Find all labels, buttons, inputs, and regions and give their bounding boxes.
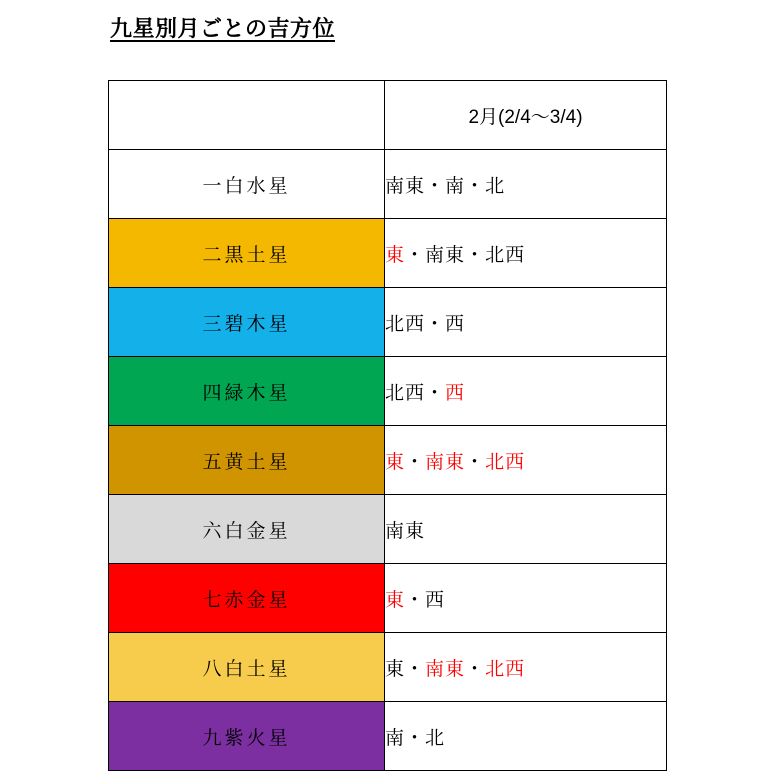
lucky-directions-cell (385, 219, 667, 288)
direction-separator: ・ (465, 451, 486, 473)
direction-separator: ・ (465, 244, 486, 266)
lucky-directions-cell (385, 564, 667, 633)
lucky-directions-cell (385, 633, 667, 702)
direction-label: 西 (445, 313, 466, 335)
table-row (109, 426, 667, 495)
direction-label: 北西 (385, 313, 426, 335)
star-name-cell: 一白水星 (109, 150, 385, 219)
direction-label: 北 (425, 727, 446, 749)
direction-label: 東 (385, 244, 406, 266)
direction-label: 北西 (485, 244, 526, 266)
table-row (109, 702, 667, 771)
direction-label: 南東 (425, 451, 466, 473)
direction-label: 西 (445, 382, 466, 404)
direction-label: 東 (385, 658, 406, 680)
direction-label: 南 (445, 175, 466, 197)
direction-label: 南東 (385, 520, 426, 542)
direction-label: 南東 (385, 175, 426, 197)
direction-separator: ・ (405, 658, 426, 680)
lucky-directions-cell (385, 495, 667, 564)
star-name-cell: 二黒土星 (109, 219, 385, 288)
direction-label: 南東 (425, 658, 466, 680)
direction-label: 北西 (385, 382, 426, 404)
direction-separator: ・ (405, 727, 426, 749)
direction-separator: ・ (425, 313, 446, 335)
direction-separator: ・ (405, 589, 426, 611)
fortune-table-container (108, 80, 664, 771)
star-name-cell: 五黄土星 (109, 426, 385, 495)
direction-label: 北西 (485, 658, 526, 680)
direction-label: 東 (385, 589, 406, 611)
star-name-cell: 三碧木星 (109, 288, 385, 357)
table-row (109, 633, 667, 702)
fortune-table (108, 80, 667, 771)
lucky-directions-cell (385, 288, 667, 357)
table-row (109, 288, 667, 357)
star-name-cell: 七赤金星 (109, 564, 385, 633)
table-row (109, 357, 667, 426)
direction-label: 南 (385, 727, 406, 749)
star-name-cell: 八白土星 (109, 633, 385, 702)
direction-separator: ・ (405, 244, 426, 266)
direction-separator: ・ (465, 175, 486, 197)
lucky-directions-cell (385, 357, 667, 426)
direction-separator: ・ (425, 382, 446, 404)
star-name-cell: 四緑木星 (109, 357, 385, 426)
fortune-table-body (109, 81, 667, 771)
direction-separator: ・ (425, 175, 446, 197)
header-month-cell: 2月(2/4〜3/4) (385, 81, 667, 150)
table-header-row (109, 81, 667, 150)
direction-separator: ・ (405, 451, 426, 473)
direction-label: 東 (385, 451, 406, 473)
direction-label: 南東 (425, 244, 466, 266)
lucky-directions-cell (385, 702, 667, 771)
star-name-cell: 九紫火星 (109, 702, 385, 771)
direction-label: 北西 (485, 451, 526, 473)
table-row (109, 219, 667, 288)
table-row (109, 150, 667, 219)
lucky-directions-cell (385, 426, 667, 495)
direction-label: 北 (485, 175, 506, 197)
table-row (109, 495, 667, 564)
star-name-cell: 六白金星 (109, 495, 385, 564)
table-row (109, 564, 667, 633)
page-title: 九星別月ごとの吉方位 (110, 16, 336, 41)
direction-label: 西 (425, 589, 446, 611)
lucky-directions-cell (385, 150, 667, 219)
direction-separator: ・ (465, 658, 486, 680)
header-blank-cell (109, 81, 385, 150)
